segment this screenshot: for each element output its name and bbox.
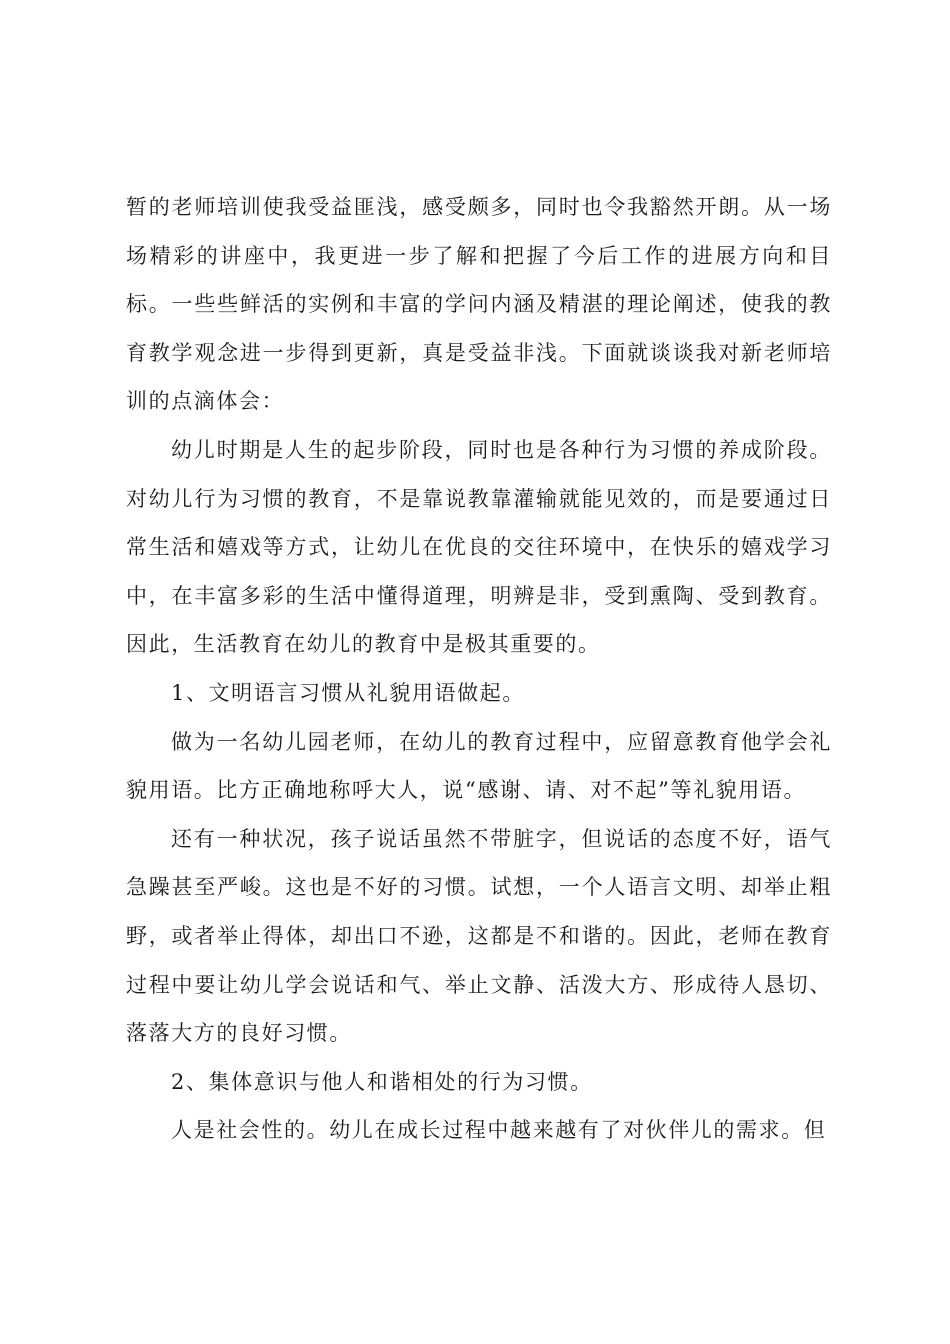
paragraph-polite-words: 做为一名幼儿园老师，在幼儿的教育过程中，应留意教育他学会礼貌用语。比方正确地称呼大人，说“感谢、请、对不起”等礼貌用语。 (126, 729, 832, 803)
paragraph-social-nature: 人是社会性的。幼儿在成长过程中越来越有了对伙伴儿的需求。但 (171, 1118, 827, 1143)
paragraph-speaking-attitude: 还有一种状况，孩子说话虽然不带脏字，但说话的态度不好，语气急躁甚至严峻。这也是不好的习惯。试想，一个人语言文明、却举止粗野，或者举止得体，却出口不逊，这都是不和谐的。因此，老师在教育过程中要让幼儿学会说话和气、举止文静、活泼大方、形成待人恳切、落落大方的良好习惯。 (126, 826, 832, 1046)
section-heading-polite-language: 1、文明语言习惯从礼貌用语做起。 (171, 680, 525, 705)
paragraph-early-childhood: 幼儿时期是人生的起步阶段，同时也是各种行为习惯的养成阶段。对幼儿行为习惯的教育，不是靠说教靠灌输就能见效的，而是要通过日常生活和嬉戏等方式，让幼儿在优良的交往环境中，在快乐的嬉戏学习中，在丰富多彩的生活中懂得道理，明辨是非，受到熏陶、受到教育。因此，生活教育在幼儿的教育中是极其重要的。 (126, 437, 832, 657)
section-heading-collective-awareness: 2、集体意识与他人和谐相处的行为习惯。 (171, 1069, 593, 1094)
document-body (126, 183, 832, 1155)
paragraph-training-intro: 暂的老师培训使我受益匪浅，感受颇多，同时也令我豁然开朗。从一场场精彩的讲座中，我更进一步了解和把握了今后工作的进展方向和目标。一些些鲜活的实例和丰富的学问内涵及精湛的理论阐述，使我的教育教学观念进一步得到更新，真是受益非浅。下面就谈谈我对新老师培训的点滴体会： (126, 195, 832, 414)
